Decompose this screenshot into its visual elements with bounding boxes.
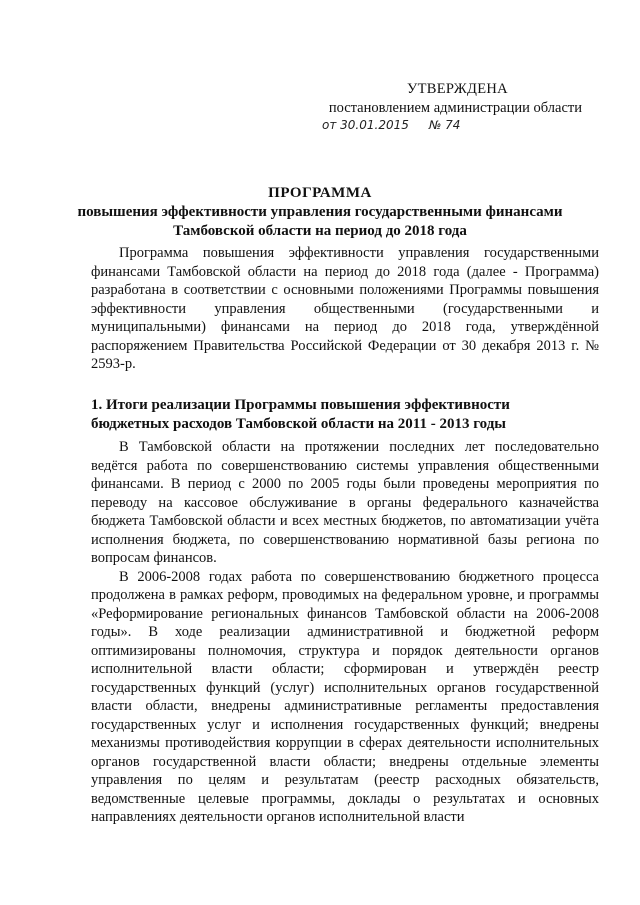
approval-resolution-line: постановлением администрации области bbox=[328, 100, 582, 116]
approval-title: УТВЕРЖДЕНА bbox=[407, 81, 508, 97]
section-1-paragraph-2: В 2006-2008 годах работа по совершенствованию бюджетного процесса продолжена в рамках реформ, проводимых на федеральном уровне, и программы «Реформирование региональных финансов Тамбовской области на 2006-2008 годы». В ходе реализации административной и бюджетной реформ оптимизированы полномочия, структура и порядок деятельности органов исполнительной власти области; сформирован и утверждён реестр государственных функций (услуг) исполнительных органов государственной власти области, внедрены административные регламенты предоставления государственных услуг и исполнения государственных функций; внедрены механизмы противодействия коррупции в сферах деятельности исполнительных органов государственной власти области; внедрены отдельные элементы управления по целям и результатам (реестр расходных обязательств, ведомственные целевые программы, доклады о результатах и основных направлениях деятельности органов исполнительной власти bbox=[91, 568, 599, 825]
approval-number: № 74 bbox=[428, 118, 461, 132]
program-title-block bbox=[0, 184, 640, 241]
program-subtitle-line-2: Тамбовской области на период до 2018 года bbox=[173, 223, 467, 239]
intro-section bbox=[91, 244, 599, 374]
section-1-heading-line-1: 1. Итоги реализации Программы повышения эффективности bbox=[91, 397, 510, 413]
program-subtitle-line-1: повышения эффективности управления государственными финансами bbox=[77, 204, 563, 220]
section-1-heading bbox=[91, 396, 599, 434]
section-1 bbox=[91, 396, 599, 827]
section-1-heading-line-2: бюджетных расходов Тамбовской области на 2011 - 2013 годы bbox=[91, 416, 506, 432]
approval-stamp bbox=[292, 80, 582, 132]
approval-handwritten-details bbox=[322, 118, 582, 132]
intro-paragraph: Программа повышения эффективности управления государственными финансами Тамбовской области на период до 2018 года (далее - Программа) разработана в соответствии с основными положениями Программы повышения эффективности управления общественными (государственными и муниципальными) финансами на период до 2018 года, утверждённой распоряжением Правительства Российской Федерации от 30 декабря 2013 г. № 2593-р. bbox=[91, 245, 599, 372]
program-title: ПРОГРАММА bbox=[268, 185, 372, 201]
section-1-paragraph-1: В Тамбовской области на протяжении последних лет последовательно ведётся работа по совершенствованию системы управления общественными финансами. В период с 2000 по 2005 годы были проведены мероприятия по переводу на кассовое обслуживание в органы федерального казначейства бюджета Тамбовской области и всех местных бюджетов, по автоматизации учёта исполнения бюджета, по совершенствованию нормативной базы региона по вопросам финансов. bbox=[91, 439, 599, 566]
approval-date: от 30.01.2015 bbox=[322, 118, 409, 132]
